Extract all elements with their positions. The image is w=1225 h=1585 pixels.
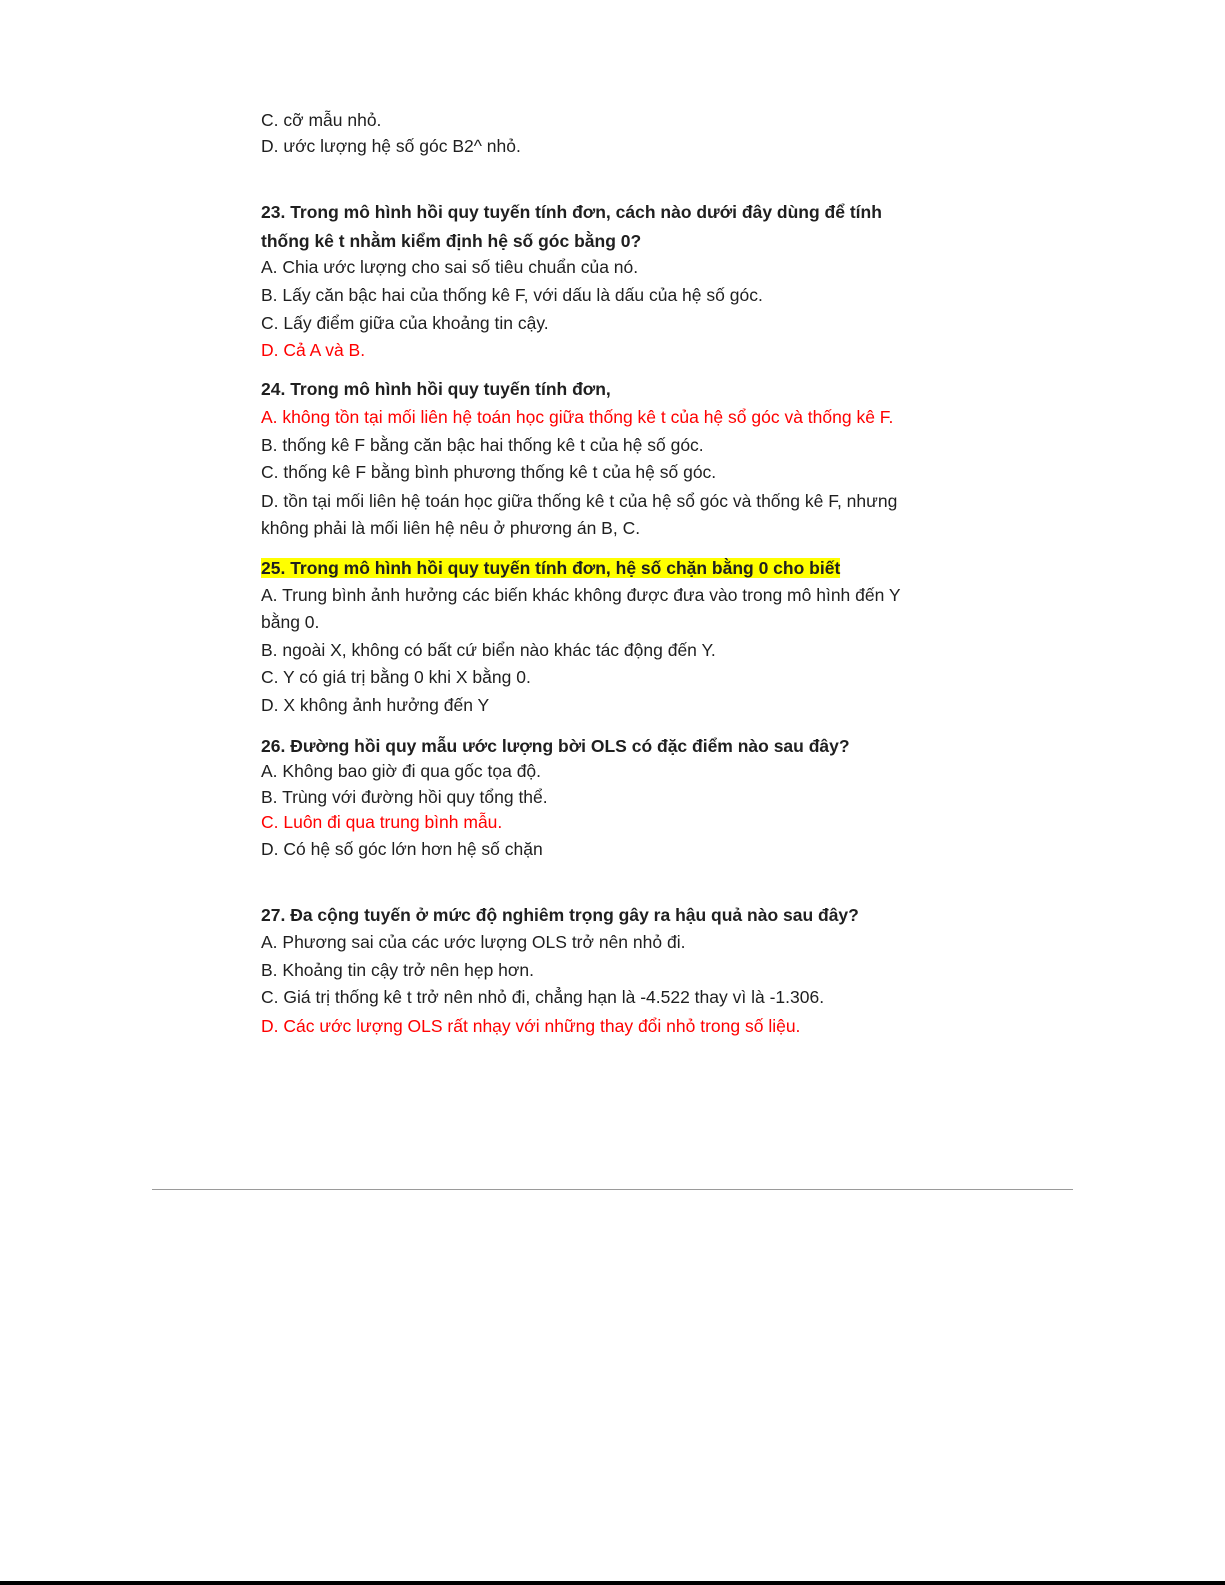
- question-25-option-a-cont: bằng 0.: [261, 612, 320, 632]
- question-23-title-cont: thống kê t nhằm kiểm định hệ số góc bằng 0?: [261, 231, 642, 251]
- prev-option-c: C. cỡ mẫu nhỏ.: [261, 110, 382, 130]
- question-24-option-d: D. tồn tại mối liên hệ toán học giữa thống kê t của hệ sổ góc và thống kê F, nhưng: [261, 491, 898, 511]
- question-24-title: 24. Trong mô hình hồi quy tuyến tính đơn,: [261, 379, 611, 399]
- question-23-option-b: B. Lấy căn bậc hai của thống kê F, với dấu là dấu của hệ số góc.: [261, 285, 763, 305]
- question-27-title: 27. Đa cộng tuyến ở mức độ nghiêm trọng gây ra hậu quả nào sau đây?: [261, 905, 859, 925]
- question-26-title: 26. Đường hồi quy mẫu ước lượng bời OLS có đặc điểm nào sau đây?: [261, 736, 850, 756]
- question-23-option-d-answer: D. Cả A và B.: [261, 340, 366, 360]
- question-24-option-c: C. thống kê F bằng bình phương thống kê t của hệ số góc.: [261, 462, 717, 482]
- question-27-option-d-answer: D. Các ước lượng OLS rất nhạy với những thay đổi nhỏ trong số liệu.: [261, 1016, 801, 1036]
- question-26-option-c-answer: C. Luôn đi qua trung bình mẫu.: [261, 812, 503, 832]
- question-23-option-a: A. Chia ước lượng cho sai số tiêu chuẩn của nó.: [261, 257, 639, 277]
- prev-option-d: D. ước lượng hệ số góc B2^ nhỏ.: [261, 136, 521, 156]
- question-24-option-a-answer: A. không tồn tại mối liên hệ toán học giữa thống kê t của hệ sổ góc và thống kê F.: [261, 407, 894, 427]
- question-25-title-highlight: 25. Trong mô hình hồi quy tuyến tính đơn, hệ số chặn bằng 0 cho biết: [261, 558, 841, 578]
- question-25-option-d: D. X không ảnh hưởng đến Y: [261, 695, 490, 715]
- question-25-option-c: C. Y có giá trị bằng 0 khi X bằng 0.: [261, 667, 531, 687]
- question-24-option-b: B. thống kê F bằng căn bậc hai thống kê t của hệ số góc.: [261, 435, 704, 455]
- question-27-option-b: B. Khoảng tin cậy trở nên hẹp hơn.: [261, 960, 534, 980]
- question-27-option-c: C. Giá trị thống kê t trở nên nhỏ đi, chẳng hạn là -4.522 thay vì là -1.306.: [261, 987, 825, 1007]
- question-27-option-a: A. Phương sai của các ước lượng OLS trở nên nhỏ đi.: [261, 932, 686, 952]
- question-26-option-d: D. Có hệ số góc lớn hơn hệ số chặn: [261, 839, 543, 859]
- question-26-option-a: A. Không bao giờ đi qua gốc tọa độ.: [261, 761, 542, 781]
- question-23-option-c: C. Lấy điểm giữa của khoảng tin cậy.: [261, 313, 549, 333]
- question-25-option-b: B. ngoài X, không có bất cứ biển nào khác tác động đến Y.: [261, 640, 716, 660]
- question-26-option-b: B. Trùng với đường hồi quy tổng thể.: [261, 787, 548, 807]
- question-25-title: [261, 557, 840, 579]
- page-bottom-edge: [0, 1581, 1225, 1585]
- question-24-option-d-cont: không phải là mối liên hệ nêu ở phương án B, C.: [261, 518, 641, 538]
- question-23-title: 23. Trong mô hình hồi quy tuyến tính đơn, cách nào dưới đây dùng để tính: [261, 202, 882, 222]
- question-25-option-a: A. Trung bình ảnh hưởng các biến khác không được đưa vào trong mô hình đến Y: [261, 585, 901, 605]
- page-divider: [152, 1189, 1073, 1190]
